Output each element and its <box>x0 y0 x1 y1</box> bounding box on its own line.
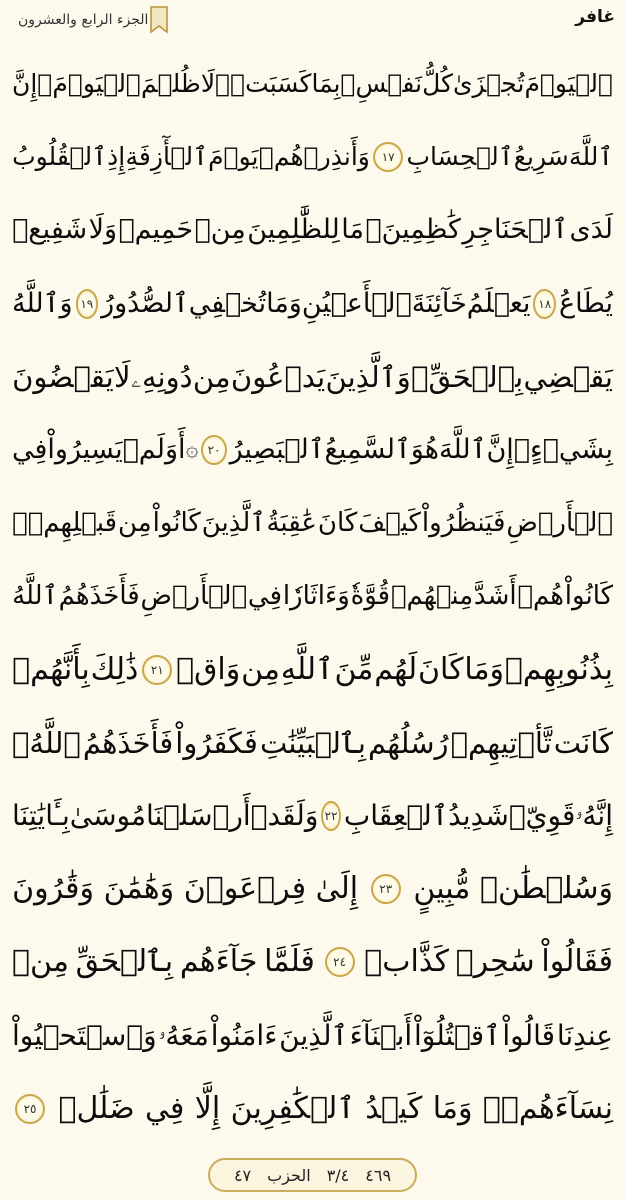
verse-line <box>12 1000 613 1072</box>
verse-line <box>12 1073 613 1145</box>
verse-word[interactable]: فَيَنظُرُواْ <box>421 508 506 539</box>
verse-word[interactable]: عِندِنَا <box>556 1018 613 1052</box>
verse-word[interactable]: كَانَت <box>553 725 613 760</box>
page-info-bar[interactable] <box>208 1158 417 1192</box>
verse-word[interactable]: إِنَّهُۥ <box>575 799 613 832</box>
verse-word[interactable]: وَلَقَدۡ <box>250 799 319 832</box>
verse-word[interactable]: نِسَآءَهُمۡۚ <box>482 1090 613 1126</box>
verse-word[interactable]: هُمۡ <box>517 581 564 612</box>
ayah-number-marker[interactable]: ١٧ <box>373 142 403 172</box>
verse-word[interactable]: كَانُواْ <box>564 581 613 612</box>
ayah-number-marker[interactable]: ٢٥ <box>15 1094 45 1124</box>
verse-word[interactable]: إِلَىٰ <box>315 871 359 907</box>
juz-indicator[interactable] <box>10 6 170 34</box>
verse-word[interactable]: ذَٰلِكَ <box>90 651 139 687</box>
verse-word[interactable]: ٱلۡحَنَاجِرِ <box>462 214 568 246</box>
ayah-number-marker[interactable]: ٢٠ <box>201 435 226 465</box>
verse-word[interactable]: سَرِيعُ <box>513 142 569 172</box>
verse-word[interactable]: شَفِيعٖ <box>12 214 88 246</box>
verse-word[interactable]: مَعَهُۥ <box>158 1018 209 1052</box>
verse-word[interactable]: وَلَا <box>88 214 118 246</box>
verse-word[interactable]: شَدِيدُ <box>448 799 509 832</box>
verse-word[interactable]: وَمَا <box>432 1090 473 1126</box>
verse-word[interactable]: لَدَى <box>569 214 613 246</box>
surah-name: غافر <box>575 7 615 27</box>
verse-word[interactable]: وَسُلۡطَٰنٖ <box>479 871 613 907</box>
verse-word[interactable]: ٱللَّهُ <box>12 581 58 612</box>
verse-word[interactable]: وَٱلَّذِينَ <box>325 359 411 394</box>
verse-word[interactable]: ٱللَّهِ <box>280 651 334 687</box>
verse-line <box>12 853 613 925</box>
verse-word[interactable]: فَكَفَرُواْ <box>175 725 258 760</box>
verse-word[interactable]: دُونِهِۦ <box>130 359 193 394</box>
verse-word[interactable]: رُسُلُهُم <box>367 725 449 760</box>
verse-word[interactable]: وَمَا <box>266 287 302 319</box>
verse-word[interactable]: فَلَمَّا <box>264 944 315 980</box>
verse-word[interactable]: كُلُّ <box>422 69 453 98</box>
ayah-number-marker[interactable]: ٢١ <box>142 655 172 685</box>
verse-word[interactable]: قُوَّةٗ <box>350 581 391 612</box>
verse-word[interactable]: وَمَا <box>464 651 505 687</box>
verse-word[interactable]: قَبۡلِهِمۡۚ <box>12 508 118 539</box>
verse-word[interactable]: أَشَدَّ <box>473 581 517 612</box>
page-number: ٤٦٩ <box>365 1165 392 1185</box>
verse-word[interactable]: بِأَنَّهُمۡ <box>12 651 90 687</box>
verse-word[interactable]: وَٱللَّهُ <box>12 287 73 319</box>
verse-word[interactable]: ٱلۡأَرۡضِ <box>140 581 248 612</box>
verse-word[interactable]: ٱلۡأَرۡضِ <box>506 508 613 539</box>
verse-word[interactable]: ظُلۡمَ <box>140 69 201 98</box>
verse-word[interactable]: كَانَ <box>317 508 358 539</box>
verse-word[interactable]: أَبۡنَآءَ <box>349 1018 413 1052</box>
page-footer <box>0 1152 625 1200</box>
verse-word[interactable]: بِذُنُوبِهِمۡ <box>504 651 613 687</box>
verse-word[interactable]: لَا <box>114 359 131 394</box>
verse-line <box>12 707 613 779</box>
verse-word[interactable]: كَيۡفَ <box>358 508 421 539</box>
verse-word[interactable]: يَعۡلَمُ <box>466 287 531 319</box>
verse-word[interactable]: ٱلسَّمِيعُ <box>324 434 411 465</box>
verse-word[interactable]: ٱلۡبَصِيرُ <box>229 434 325 465</box>
juz-name: الجزء الرابع والعشرون <box>18 12 149 28</box>
verse-word[interactable]: فِي <box>144 1090 185 1126</box>
verse-word[interactable]: بِشَيۡءٍۗ <box>513 434 613 465</box>
page-header <box>0 0 625 40</box>
verse-line <box>12 780 613 852</box>
verse-word[interactable]: إِذِ <box>107 142 126 172</box>
verse-word[interactable]: ٱلۡكَٰفِرِينَ <box>230 1090 355 1126</box>
verse-line <box>12 634 613 706</box>
verse-line <box>12 560 613 632</box>
verse-word[interactable]: بِٱلۡحَقِّۖ <box>411 359 524 394</box>
verse-word[interactable]: أَوَلَمۡ <box>122 434 186 465</box>
verse-word[interactable]: كَذَّابٞ <box>364 944 449 980</box>
verse-word[interactable]: هُوَ <box>410 434 439 465</box>
verse-word[interactable]: إِلَّا <box>194 1090 221 1126</box>
verse-word[interactable]: مِنۡ <box>12 944 69 980</box>
verse-word[interactable]: يَوۡمَ <box>208 142 259 172</box>
verse-word[interactable]: فَأَخَذَهُمُ <box>58 581 140 612</box>
verse-word[interactable]: ٱقۡتُلُوٓاْ <box>413 1018 501 1052</box>
verse-word[interactable]: ٱلَّذِينَ <box>279 1018 348 1052</box>
verse-word[interactable]: عَٰقِبَةُ <box>266 508 317 539</box>
verse-word[interactable]: كَٰظِمِينَۚ <box>365 214 461 246</box>
verse-word[interactable]: وَهَٰمَٰنَ <box>103 871 175 907</box>
verse-word[interactable]: خَآئِنَةَ <box>411 287 467 319</box>
verse-word[interactable]: وَءَاثَارٗا <box>282 581 350 612</box>
verse-word[interactable]: ٱلۡيَوۡمَ <box>524 69 613 98</box>
verse-word[interactable]: بِمَا <box>311 69 341 98</box>
verse-word[interactable]: ٱلۡيَوۡمَۚ <box>37 69 141 98</box>
verse-word[interactable]: مِنۡ <box>194 214 246 246</box>
verse-word[interactable]: ٱللَّهَ <box>569 142 613 172</box>
ayah-number-marker[interactable]: ٢٣ <box>371 874 401 904</box>
hizb-number: ٤٧ <box>233 1165 252 1185</box>
verse-line <box>12 414 613 486</box>
verse-word[interactable]: كَيۡدُ <box>365 1090 423 1126</box>
bookmark-icon[interactable] <box>148 6 170 34</box>
verse-word[interactable]: فِي <box>247 581 283 612</box>
verse-word[interactable]: مِن <box>241 651 280 687</box>
verse-word[interactable]: يُطَاعُ <box>559 287 613 319</box>
ayah-number-marker[interactable]: ٢٢ <box>321 801 341 831</box>
verse-line <box>12 926 613 998</box>
verse-word[interactable]: إِنَّ <box>12 69 38 98</box>
verse-word[interactable]: مِن <box>192 359 231 394</box>
verse-word[interactable]: ٱلصُّدُورُ <box>101 287 189 319</box>
verse-word[interactable]: وَأَنذِرۡهُمۡ <box>258 142 370 172</box>
verse-word[interactable]: يَسِيرُواْ <box>47 434 123 465</box>
verse-word[interactable]: نَفۡسِۭ <box>340 69 423 98</box>
verse-word[interactable]: فَقَالُواْ <box>541 944 613 980</box>
verse-word[interactable]: فَأَخَذَهُمُ <box>82 725 174 760</box>
verse-word[interactable]: قَالُواْ <box>502 1018 556 1052</box>
verse-word[interactable]: أَرۡسَلۡنَا <box>146 799 251 832</box>
verse-word[interactable]: ٱلۡأٓزِفَةِ <box>125 142 208 172</box>
verse-word[interactable]: تُجۡزَىٰ <box>452 69 525 98</box>
verse-word[interactable]: لَهُم <box>374 651 418 687</box>
verse-word[interactable]: يَقۡضِي <box>523 359 613 394</box>
verse-word[interactable]: مِن <box>117 508 152 539</box>
verse-word[interactable]: وَقَٰرُونَ <box>12 871 94 907</box>
verse-word[interactable]: فِرۡعَوۡنَ <box>183 871 307 907</box>
verse-word[interactable]: يَقۡضُونَ <box>12 359 114 394</box>
verse-line <box>12 194 613 266</box>
verse-word[interactable]: لَا <box>200 69 216 98</box>
verse-word[interactable]: مِّنَ <box>334 651 374 687</box>
verse-word[interactable]: ٱلۡأَعۡيُنِ <box>301 287 412 319</box>
verse-word[interactable]: تُخۡفِي <box>188 287 267 319</box>
verse-word[interactable]: جَآءَهُم <box>179 944 258 980</box>
ayah-number-marker[interactable]: ١٩ <box>76 289 99 319</box>
verse-word[interactable]: فِي <box>12 434 48 465</box>
verse-word[interactable]: ءَامَنُواْ <box>210 1018 278 1052</box>
verse-line <box>12 121 613 193</box>
verse-word[interactable]: وَاقٖ <box>176 651 241 687</box>
verse-line <box>12 487 613 559</box>
verse-word[interactable]: مُوسَىٰ <box>69 799 147 832</box>
verse-word[interactable]: يَدۡعُونَ <box>230 359 326 394</box>
verse-line <box>12 341 613 413</box>
verse-word[interactable]: ٱلۡحِسَابِ <box>406 142 514 172</box>
verse-word[interactable]: حَمِيمٖ <box>118 214 194 246</box>
verse-word[interactable]: ٱلۡقُلُوبُ <box>12 142 107 172</box>
hizb-label: الحزب <box>267 1165 311 1185</box>
verse-word[interactable]: إِنَّ <box>486 434 514 465</box>
verse-word[interactable]: كَسَبَتۡۚ <box>215 69 312 98</box>
verse-word[interactable]: مَا <box>341 214 364 246</box>
verse-word[interactable]: ٱلَّذِينَ <box>201 508 266 539</box>
verse-line <box>12 268 613 340</box>
verse-word[interactable]: لِلظَّٰلِمِينَ <box>247 214 340 246</box>
verse-word[interactable]: كَانَ <box>418 651 464 687</box>
verse-word[interactable]: سَٰحِرٞ <box>455 944 535 980</box>
verse-word[interactable]: كَانُواْ <box>152 508 201 539</box>
verse-word[interactable]: تَّأۡتِيهِمۡ <box>450 725 552 760</box>
verse-word[interactable]: مُّبِينٍ <box>413 871 471 907</box>
quarter-indicator: ٣/٤ <box>326 1165 350 1185</box>
verse-word[interactable]: بِٱلۡبَيِّنَٰتِ <box>259 725 366 760</box>
verse-word[interactable]: بِٱلۡحَقِّ <box>75 944 174 980</box>
verse-word[interactable]: مِنۡهُمۡ <box>390 581 474 612</box>
verse-word[interactable]: قَوِيّٞ <box>508 799 576 832</box>
verse-word[interactable]: وَٱسۡتَحۡيُواْ <box>12 1018 157 1052</box>
verse-line <box>12 48 613 120</box>
verse-word[interactable]: ٱلۡعِقَابِ <box>343 799 449 832</box>
ayah-number-marker[interactable]: ١٨ <box>533 289 556 319</box>
verse-word[interactable]: ٱللَّهُۚ <box>12 725 81 760</box>
hizb-quarter-mark: ۞ <box>185 437 199 462</box>
verse-word[interactable]: بِـَٔايَٰتِنَا <box>12 799 70 832</box>
verse-word[interactable]: ضَلَٰلٖ <box>58 1090 135 1126</box>
verse-word[interactable]: ٱللَّهَ <box>438 434 487 465</box>
ayah-number-marker[interactable]: ٢٤ <box>325 947 355 977</box>
verses-text <box>12 48 613 1148</box>
